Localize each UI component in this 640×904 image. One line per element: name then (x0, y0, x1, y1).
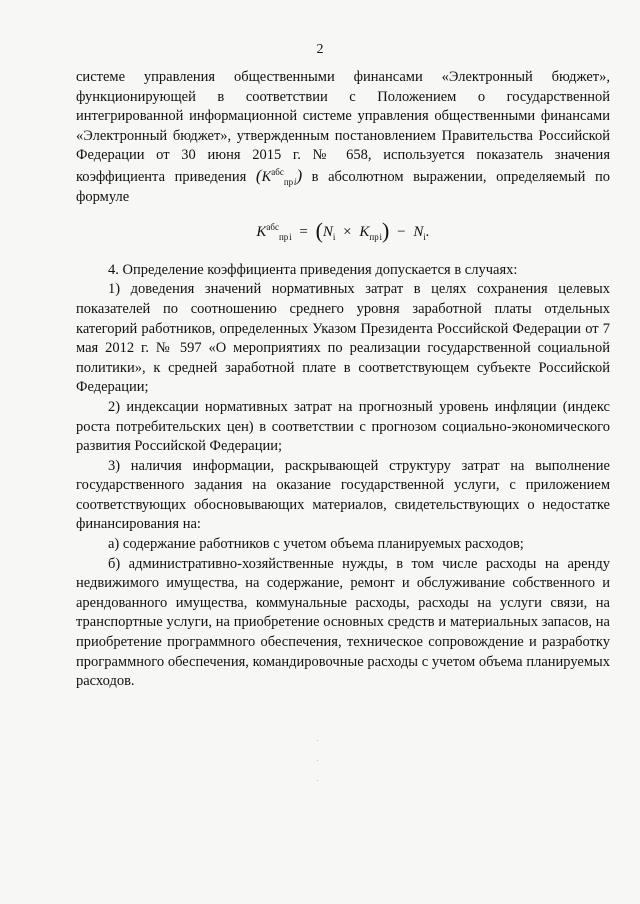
coefficient-inline: $(K^{абс}_{пр i})$ (255, 165, 303, 187)
paragraph-4-3-a: а) содержание работников с учетом объема планируемых расходов; (108, 536, 524, 553)
paragraph-4-3-b: б) административно-хозяйственные нужды, в том числе расходы на аренду недвижимого имущества, на содержание, ремонт и обслуживание собственного и арендованного имущества, коммунальные расходы, расходы на услуги связи, на транспортные услуги, на приобретение основных средств и материальных запасов, на приобретение программного обеспечения, техническое сопровождение и разработку программного обеспечения, командировочные расходы с учетом объема планируемых расходов. (76, 555, 610, 690)
document-body (76, 68, 610, 692)
page-number: 2 (316, 42, 324, 57)
paragraph-4-1: 1) доведения значений нормативных затрат в целях сохранения целевых показателей по соотношению среднего уровня заработной платы отдельных категорий работников, определенных Указом Президента Российской Федерации от 7 мая 2012 г. № 597 «О мероприятиях по реализации государственной социальной политики», к средней заработной плате в соответствующем субъекте Российской Федерации; (76, 281, 610, 396)
paragraph-4-3: 3) наличия информации, раскрывающей структуру затрат на выполнение государственного задания на оказание государственной услуги, с приложением соответствующих обосновывающих материалов, свидетельствующих о недостатке финансирования на: (76, 457, 610, 533)
scan-artifact (317, 740, 318, 741)
scan-artifact (317, 780, 318, 781)
paragraph-4-2: 2) индексации нормативных затрат на прогнозный уровень инфляции (индекс роста потребительских цен) в соответствии с прогнозом социально-экономического развития Российской Федерации; (76, 398, 610, 455)
paragraph-continuation: системе управления общественными финансами «Электронный бюджет», функционирующей в соответствии с Положением о государственной интегрированной информационной системе управления общественными финансами «Электронный бюджет», утвержденным постановлением Правительства Российской Федерации от 30 июня 2015 г. № 658, используется показатель значения коэффициента приведения $(K^{абс}_{пр i})$ в абсолютном выражении, определяемый по формуле (76, 69, 610, 205)
paragraph-4: 4. Определение коэффициента приведения допускается в случаях: (108, 261, 518, 278)
formula: $K^{абс}_{пр i} = (N_i \times K_{пр i}) - N_i$. (256, 218, 430, 244)
scan-artifact (317, 760, 318, 761)
